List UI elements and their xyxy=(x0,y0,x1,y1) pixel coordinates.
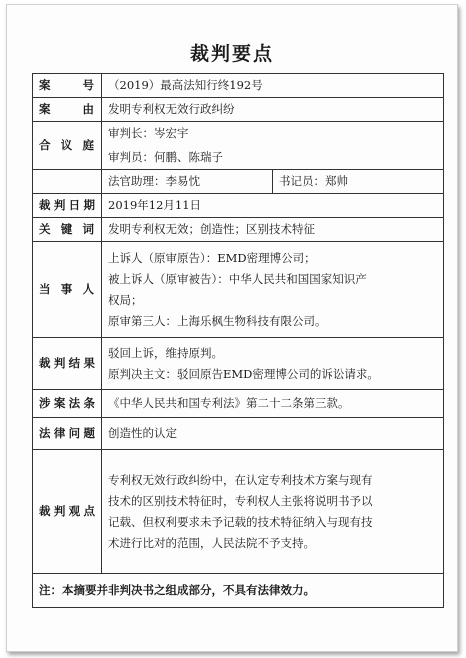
result-row xyxy=(33,338,444,390)
staff-label-blank xyxy=(33,170,102,194)
issue-row xyxy=(33,418,444,450)
disclaimer-note: 注：本摘要并非判决书之组成部分，不具有法律效力。 xyxy=(33,574,444,608)
staff-row xyxy=(33,170,444,194)
issue-label: 法律问题 xyxy=(33,418,102,450)
result-line-2: 原判决主文：驳回原告EMD密理博公司的诉讼请求。 xyxy=(108,366,379,381)
note-row xyxy=(33,574,444,608)
opinion-line: 专利权无效行政纠纷中，在认定专利技术方案与现有 xyxy=(108,472,373,487)
keywords-value: 发明专利权无效；创造性；区别技术特征 xyxy=(102,218,444,242)
cause-value: 发明专利权无效行政纠纷 xyxy=(102,98,444,122)
appellee-line-2: 权局； xyxy=(108,292,143,307)
law-value: 《中华人民共和国专利法》第二十二条第三款。 xyxy=(102,390,444,418)
opinion-value xyxy=(102,450,444,574)
appellee-line-1: 被上诉人（原审被告）：中华人民共和国国家知识产 xyxy=(108,271,367,286)
law-row xyxy=(33,390,444,418)
court-clerk: 书记员：郑帅 xyxy=(273,170,444,194)
panel-row-presiding xyxy=(33,122,444,146)
cause-label: 案由 xyxy=(33,98,102,122)
page-title: 裁判要点 xyxy=(189,43,274,65)
parties-row xyxy=(33,242,444,338)
date-label: 裁判日期 xyxy=(33,194,102,218)
law-label: 涉案法条 xyxy=(33,390,102,418)
presiding-judge: 审判长：岑宏宇 xyxy=(102,122,444,146)
date-row xyxy=(33,194,444,218)
case-number-label: 案号 xyxy=(33,74,102,98)
date-value: 2019年12月11日 xyxy=(102,194,444,218)
result-label: 裁判结果 xyxy=(33,338,102,390)
cause-row xyxy=(33,98,444,122)
parties-value xyxy=(102,242,444,338)
opinion-line: 技术的区别技术特征时，专利权人主张将说明书予以 xyxy=(108,493,373,508)
third-party: 原审第三人：上海乐枫生物科技有限公司。 xyxy=(108,313,327,328)
keywords-row xyxy=(33,218,444,242)
judge-assistant: 法官助理：李易忱 xyxy=(102,170,273,194)
opinion-line: 术进行比对的范围，人民法院不予支持。 xyxy=(108,535,315,550)
case-number-row xyxy=(33,74,444,98)
opinion-row xyxy=(33,450,444,574)
opinion-line: 记载、但权利要求未予记载的技术特征纳入与现有技 xyxy=(108,514,373,529)
panel-label: 合议庭 xyxy=(33,122,102,170)
parties-label: 当事人 xyxy=(33,242,102,338)
issue-value: 创造性的认定 xyxy=(102,418,444,450)
judges: 审判员：何鹏、陈瑞子 xyxy=(102,146,444,170)
appellant: 上诉人（原审原告）：EMD密理博公司； xyxy=(108,250,316,265)
document-page xyxy=(6,4,458,652)
result-line-1: 驳回上诉，维持原判。 xyxy=(108,345,223,360)
case-number-value: （2019）最高法知行终192号 xyxy=(102,74,444,98)
opinion-label: 裁判观点 xyxy=(33,450,102,574)
summary-table xyxy=(32,73,444,608)
result-value xyxy=(102,338,444,390)
keywords-label: 关键词 xyxy=(33,218,102,242)
